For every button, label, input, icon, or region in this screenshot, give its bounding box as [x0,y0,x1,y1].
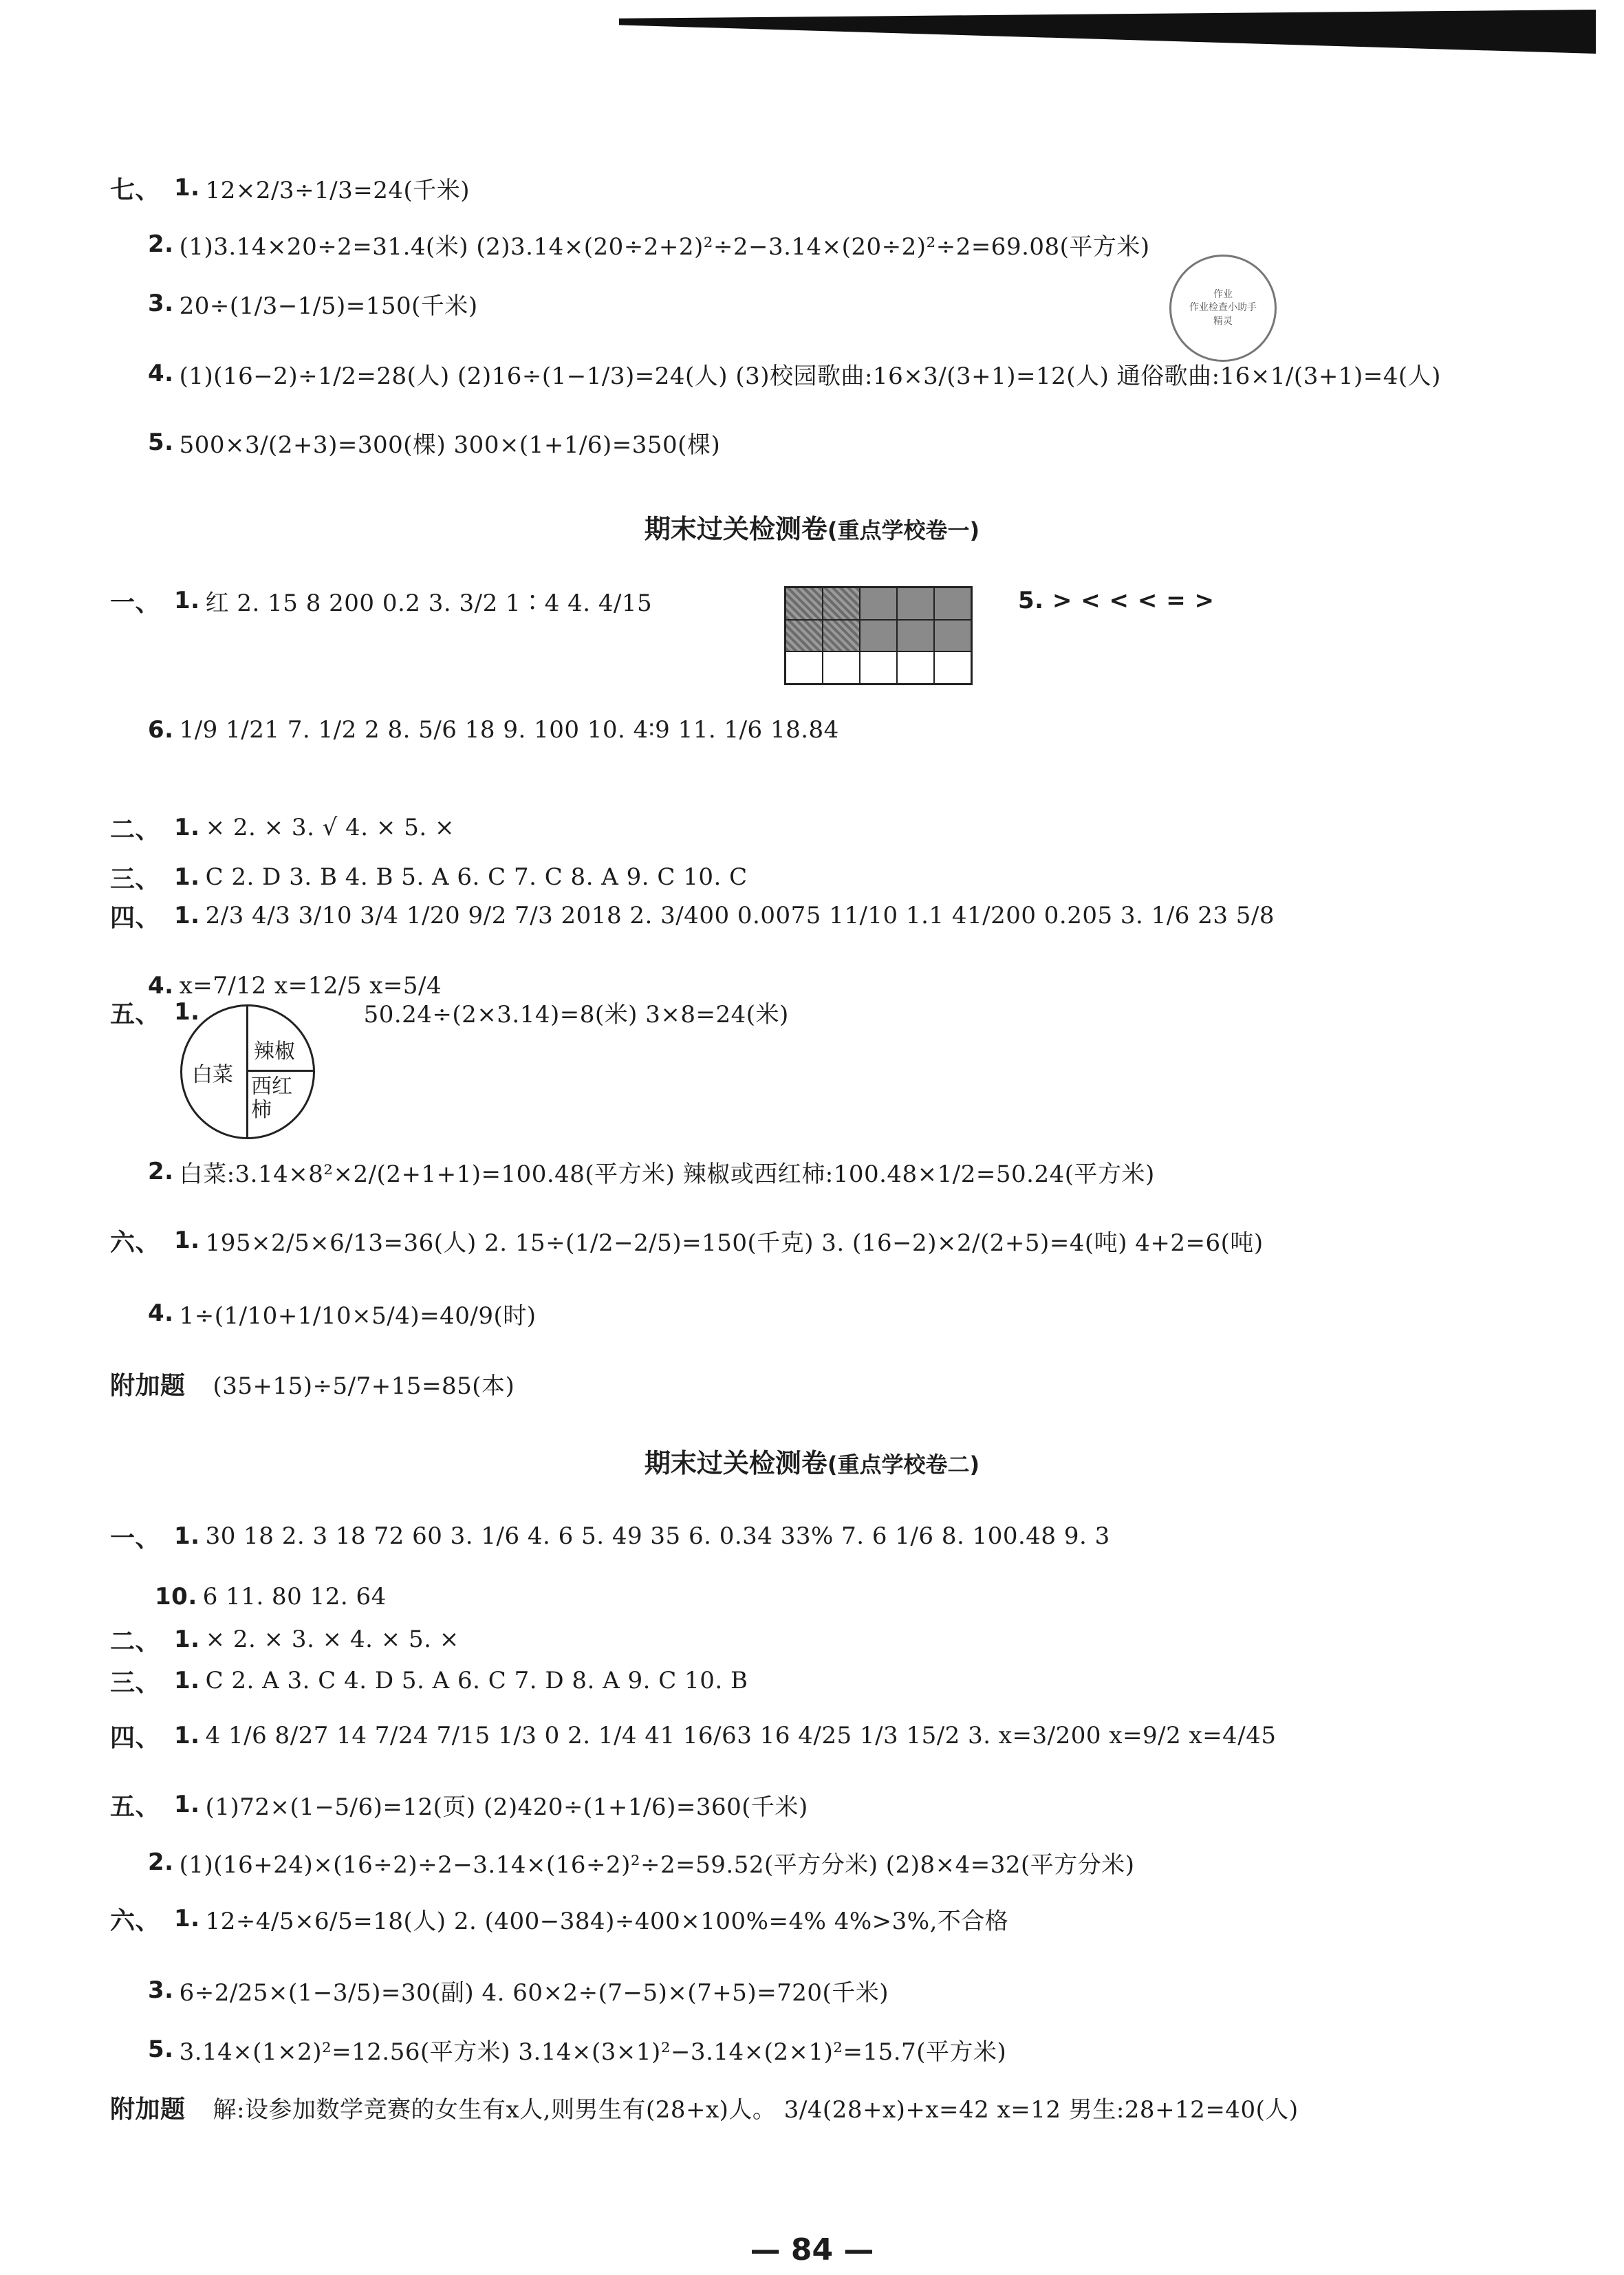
answer-line: 5. 3.14×(1×2)²=12.56(平方米) 3.14×(3×1)²−3.14×(2×1)²=15.7(平方米) [148,2036,1007,2066]
answer-line: 6. 1/9 1/21 7. 1/2 2 8. 5/6 18 9. 100 10. 4∶9 11. 1/6 18.84 [148,716,839,744]
shaded-grid-figure [784,586,973,685]
answer-line: 4. x=7/12 x=12/5 x=5/4 [148,972,442,1000]
answer-line: 3. 6÷2/25×(1−3/5)=30(副) 4. 60×2÷(7−5)×(7+5)=720(千米) [148,1976,889,2007]
homework-stamp: 作业 作业检查小助手 精灵 [1169,255,1277,362]
answer-line: 3. 20÷(1/3−1/5)=150(千米) [148,290,478,320]
answer-line: 一、 1. 30 18 2. 3 18 72 60 3. 1/6 4. 6 5. 49 35 6. 0.34 33% 7. 6 1/6 8. 100.48 9. 3 [110,1522,1110,1553]
answer-line: 六、 1. 195×2/5×6/13=36(人) 2. 15÷(1/2−2/5)=150(千克) 3. (16−2)×2/(2+5)=4(吨) 4+2=6(吨) [110,1227,1264,1257]
answer-line: 5. 500×3/(2+3)=300(棵) 300×(1+1/6)=350(棵) [148,429,721,459]
answer-line: 4. 1÷(1/10+1/10×5/4)=40/9(时) [148,1300,537,1330]
answer-line: 5. > < < < = > [1018,587,1215,614]
answer-line: 10. 6 11. 80 12. 64 [155,1583,387,1610]
answer-line: 四、 1. 2/3 4/3 3/10 3/4 1/20 9/2 7/3 2018 2. 3/400 0.0075 11/10 1.1 41/200 0.205 3. 1/6 23 5/8 [110,902,1275,932]
answer-line: 2. (1)3.14×20÷2=31.4(米) (2)3.14×(20÷2+2)²÷2−3.14×(20÷2)²÷2=69.08(平方米) [148,230,1150,261]
answer-line: 六、 1. 12÷4/5×6/5=18(人) 2. (400−384)÷400×100%=4% 4%>3%,不合格 [110,1905,1009,1935]
answer-line: 三、 1. C 2. A 3. C 4. D 5. A 6. C 7. D 8. A 9. C 10. B [110,1667,748,1697]
top-edge-bar [619,10,1596,54]
answer-line: 2. 白菜:3.14×8²×2/(2+1+1)=100.48(平方米) 辣椒或西红柿:100.48×1/2=50.24(平方米) [148,1158,1155,1188]
answer-line: 一、 1. 红 2. 15 8 200 0.2 3. 3/2 1∶4 4. 4/15 [110,587,653,617]
answer-line: 附加题 (35+15)÷5/7+15=85(本) [110,1371,515,1400]
answer-line: 七、 1. 12×2/3÷1/3=24(千米) [110,174,470,204]
page-number: — 84 — [750,2232,874,2267]
section-title: 期末过关检测卷(重点学校卷二) [644,1448,980,1478]
vegetable-pie-figure: 白菜 辣椒 西红柿 [180,1004,315,1139]
answer-line: 五、 1. 50.24÷(2×3.14)=8(米) 3×8=24(米) [110,998,789,1028]
answer-line: 二、 1. × 2. × 3. × 4. × 5. × [110,1626,459,1656]
answer-line: 附加题 解:设参加数学竞赛的女生有x人,则男生有(28+x)人。 3/4(28+x)+x=42 x=12 男生:28+12=40(人) [110,2095,1299,2124]
answer-line: 三、 1. C 2. D 3. B 4. B 5. A 6. C 7. C 8. A 9. C 10. C [110,863,748,894]
answer-line: 四、 1. 4 1/6 8/27 14 7/24 7/15 1/3 0 2. 1/4 41 16/63 16 4/25 1/3 15/2 3. x=3/200 x=9/2 x=4/45 [110,1722,1277,1752]
section-title: 期末过关检测卷(重点学校卷一) [644,514,980,544]
answer-line: 五、 1. (1)72×(1−5/6)=12(页) (2)420÷(1+1/6)=360(千米) [110,1791,808,1821]
answer-line: 4. (1)(16−2)÷1/2=28(人) (2)16÷(1−1/3)=24(人) (3)校园歌曲:16×3/(3+1)=12(人) 通俗歌曲:16×1/(3+1)=4(人) [148,360,1441,390]
answer-line: 2. (1)(16+24)×(16÷2)÷2−3.14×(16÷2)²÷2=59.52(平方分米) (2)8×4=32(平方分米) [148,1848,1135,1879]
answer-line: 二、 1. × 2. × 3. √ 4. × 5. × [110,814,455,844]
